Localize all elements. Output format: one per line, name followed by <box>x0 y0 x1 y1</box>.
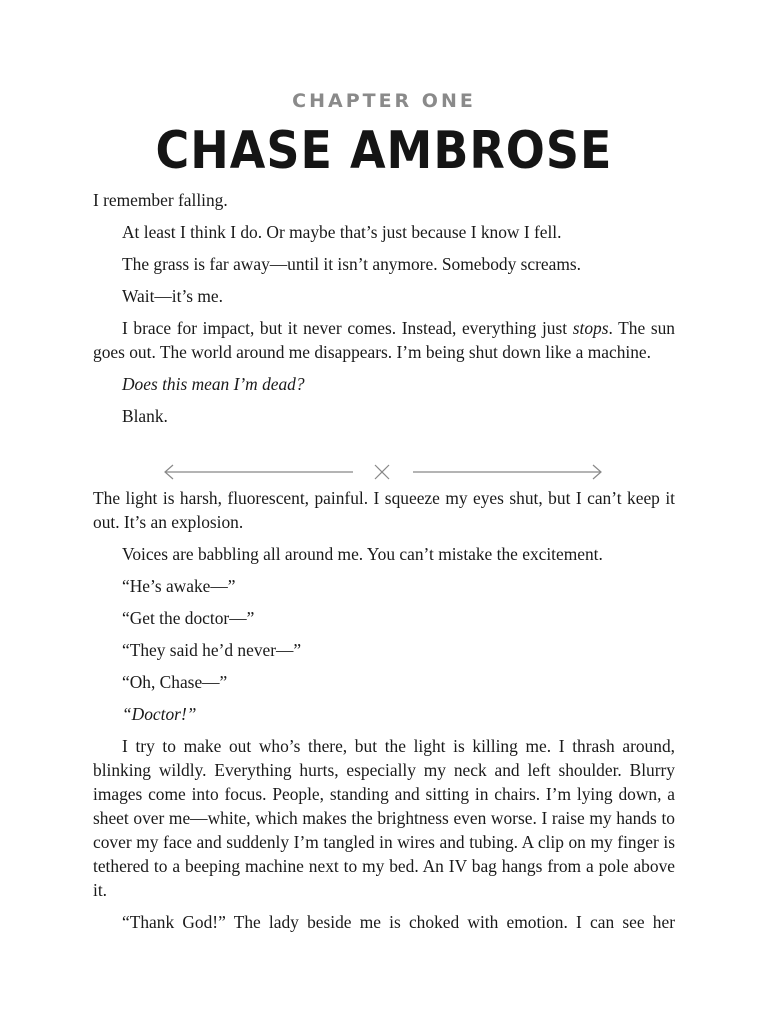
section-break-ornament-icon <box>163 460 605 484</box>
chapter-label: CHAPTER ONE <box>292 90 476 112</box>
paragraph: The light is harsh, fluorescent, painful. I squeeze my eyes shut, but I can’t keep it out. It’s an explosion. <box>93 488 675 532</box>
paragraph: Blank. <box>122 406 168 426</box>
paragraph <box>93 702 675 726</box>
paragraph: At least I think I do. Or maybe that’s just because I know I fell. <box>122 222 562 242</box>
paragraph: Voices are babbling all around me. You can’t mistake the excitement. <box>122 544 603 564</box>
paragraph-text: . The sun goes out. The world around me disappears. I’m being shut down like a machine. <box>93 318 675 362</box>
paragraph: “Get the doctor—” <box>122 608 255 628</box>
section-one <box>93 188 675 436</box>
paragraph: “He’s awake—” <box>122 576 236 596</box>
emphasis-text: Does this mean I’m dead? <box>122 374 305 394</box>
paragraph: I try to make out who’s there, but the light is killing me. I thrash around, blinking wildly. Everything hurts, especially my neck and left shoulder. Blurry images come into focus. People, standing and sitting in chairs. I’m lying down, a sheet over me—white, which makes the brightness even worse. I raise my hands to cover my face and suddenly I’m tangled in wires and tubing. A clip on my finger is tethered to a beeping machine next to my bed. An IV bag hangs from a pole above it. <box>93 736 675 900</box>
paragraph: I remember falling. <box>93 190 228 210</box>
paragraph: Wait—it’s me. <box>122 286 223 306</box>
chapter-title: CHASE AMBROSE <box>155 120 613 181</box>
section-two <box>93 486 675 942</box>
paragraph-text: I brace for impact, but it never comes. Instead, everything just <box>122 318 573 338</box>
paragraph <box>93 316 675 364</box>
paragraph: “They said he’d never—” <box>122 640 302 660</box>
emphasis-text: stops <box>572 318 609 338</box>
emphasis-text: “Doctor!” <box>122 704 197 724</box>
paragraph <box>93 372 675 396</box>
paragraph: “Thank God!” The lady beside me is choked with emotion. I can see her <box>122 912 675 932</box>
book-page <box>93 0 675 1024</box>
paragraph: The grass is far away—until it isn’t anymore. Somebody screams. <box>122 254 581 274</box>
paragraph: “Oh, Chase—” <box>122 672 228 692</box>
